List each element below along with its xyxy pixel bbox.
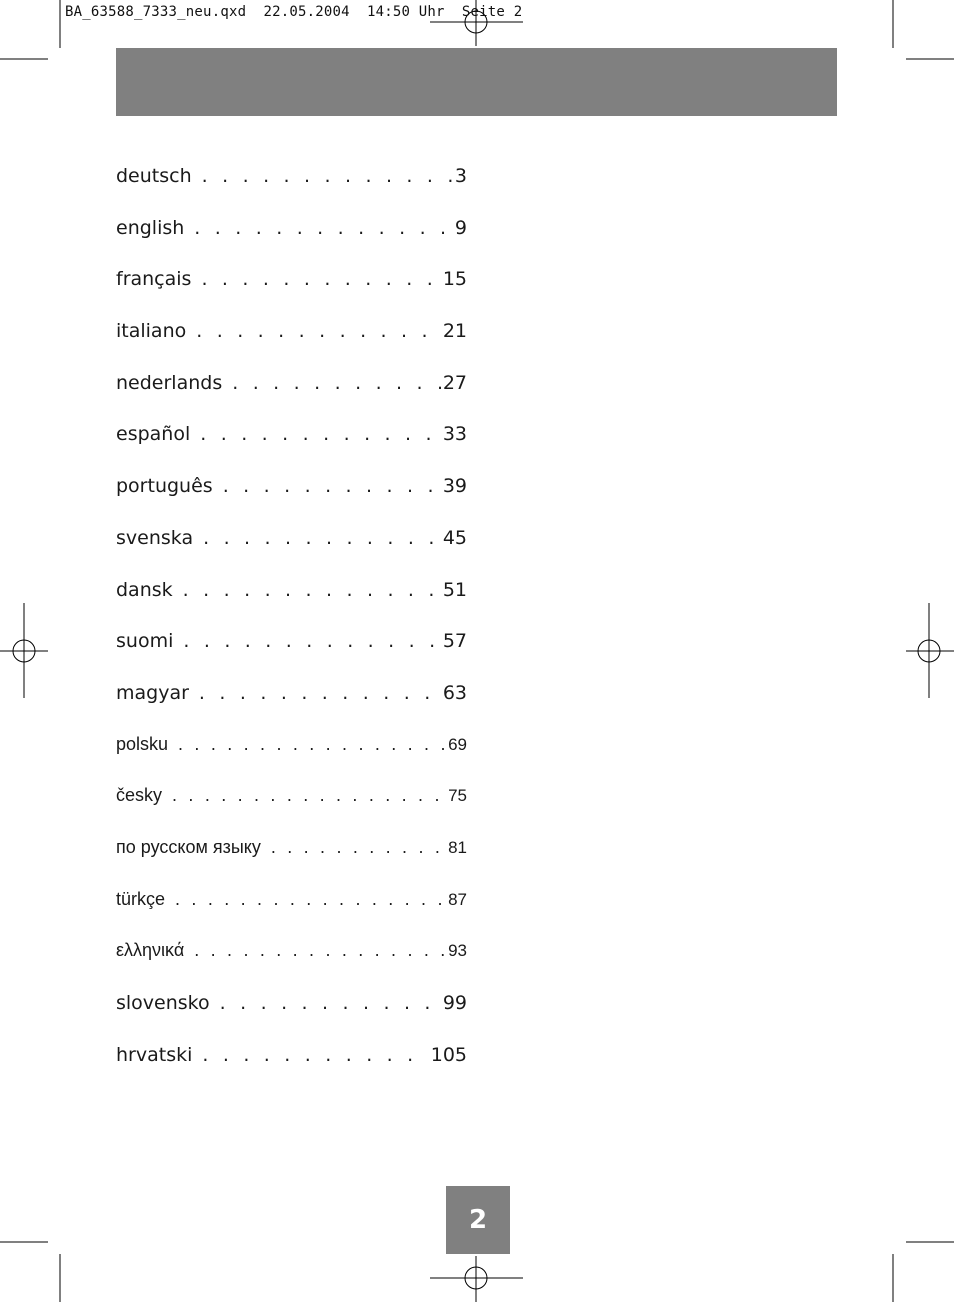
toc-leader xyxy=(172,785,446,806)
toc-page: 9 xyxy=(454,216,467,239)
toc-leader xyxy=(200,423,441,445)
toc-leader xyxy=(199,682,441,704)
toc-page: 33 xyxy=(442,423,467,446)
toc-leader xyxy=(220,992,441,1014)
toc-page: 99 xyxy=(442,992,467,1014)
toc-page: 51 xyxy=(442,578,467,601)
toc-entry-suomi[interactable] xyxy=(116,630,467,682)
toc-label: suomi xyxy=(116,630,174,653)
toc-leader xyxy=(194,940,446,961)
toc-entry-slovensko[interactable] xyxy=(116,992,467,1044)
toc-leader xyxy=(183,630,440,652)
page-number-badge: 2 xyxy=(446,1186,510,1254)
toc-leader xyxy=(183,579,441,601)
toc-leader xyxy=(232,372,441,394)
toc-label: по русском языку xyxy=(116,836,261,857)
toc-entry-portugues[interactable] xyxy=(116,475,467,527)
toc-page: 15 xyxy=(442,268,467,291)
toc-page: 3 xyxy=(454,165,467,187)
toc-label: nederlands xyxy=(116,371,223,394)
toc-entry-polsku[interactable] xyxy=(116,734,467,786)
toc-page: 27 xyxy=(442,371,467,394)
toc-label: hrvatski xyxy=(116,1043,193,1066)
toc-entry-nederlands[interactable] xyxy=(116,372,467,424)
table-of-contents xyxy=(116,165,467,1095)
toc-entry-russian[interactable] xyxy=(116,837,467,889)
toc-label: français xyxy=(116,268,192,291)
toc-entry-francais[interactable] xyxy=(116,268,467,320)
toc-leader xyxy=(271,837,446,858)
toc-entry-magyar[interactable] xyxy=(116,682,467,734)
toc-page: 39 xyxy=(442,475,467,498)
toc-label: italiano xyxy=(116,320,187,343)
toc-label: ελληνικά xyxy=(116,940,185,961)
toc-label: português xyxy=(116,475,213,498)
toc-leader xyxy=(202,1044,428,1066)
toc-leader xyxy=(194,217,453,239)
toc-entry-greek[interactable] xyxy=(116,940,467,992)
toc-entry-english[interactable] xyxy=(116,217,467,269)
toc-entry-cesky[interactable] xyxy=(116,785,467,837)
toc-leader xyxy=(178,734,446,755)
toc-entry-dansk[interactable] xyxy=(116,579,467,631)
toc-page: 57 xyxy=(442,630,467,653)
toc-leader xyxy=(175,889,446,910)
toc-label: español xyxy=(116,423,191,446)
toc-page: 69 xyxy=(448,734,467,754)
toc-label: slovensko xyxy=(116,992,210,1014)
toc-page: 105 xyxy=(430,1043,467,1066)
toc-label: česky xyxy=(116,785,163,806)
toc-leader xyxy=(196,320,441,342)
toc-page: 81 xyxy=(448,837,467,857)
toc-leader xyxy=(223,475,441,497)
toc-leader xyxy=(202,165,453,187)
toc-leader xyxy=(201,268,440,290)
toc-page: 63 xyxy=(442,681,467,704)
toc-label: svenska xyxy=(116,526,194,549)
toc-label: dansk xyxy=(116,578,173,601)
toc-label: magyar xyxy=(116,681,189,704)
print-slug: BA_63588_7333_neu.qxd 22.05.2004 14:50 Uhr Seite 2 xyxy=(65,4,523,20)
toc-leader xyxy=(203,527,441,549)
toc-label: english xyxy=(116,216,185,239)
toc-entry-deutsch[interactable] xyxy=(116,165,467,217)
toc-entry-espanol[interactable] xyxy=(116,423,467,475)
toc-entry-turkce[interactable] xyxy=(116,889,467,941)
header-bar xyxy=(116,48,837,116)
toc-page: 45 xyxy=(442,526,467,549)
toc-label: deutsch xyxy=(116,165,192,187)
toc-entry-italiano[interactable] xyxy=(116,320,467,372)
toc-label: polsku xyxy=(116,733,169,754)
toc-page: 75 xyxy=(448,786,467,806)
toc-page: 93 xyxy=(448,941,467,961)
toc-entry-hrvatski[interactable] xyxy=(116,1044,467,1096)
toc-page: 21 xyxy=(442,320,467,343)
toc-label: türkçe xyxy=(116,888,166,909)
toc-entry-svenska[interactable] xyxy=(116,527,467,579)
toc-page: 87 xyxy=(448,889,467,909)
